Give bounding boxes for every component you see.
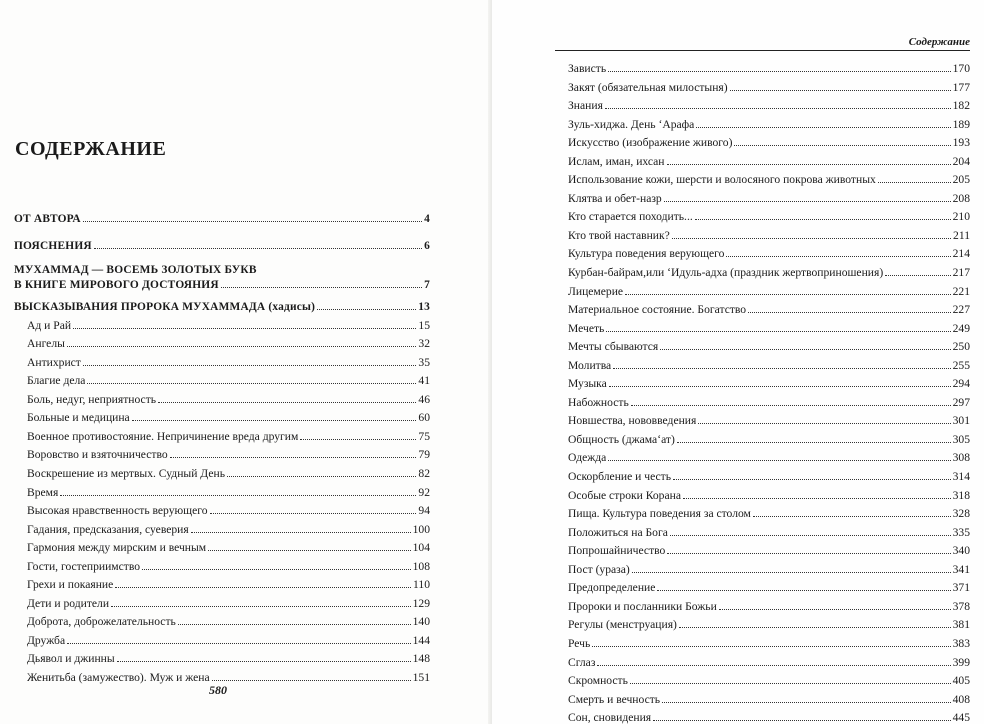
- dot-leader: [94, 248, 422, 249]
- toc-entry: [14, 613, 430, 632]
- toc-entry-label: Набожность: [568, 395, 629, 409]
- toc-entry: [14, 409, 430, 428]
- toc-entry-label: В КНИГЕ МИРОВОГО ДОСТОЯНИЯ: [14, 279, 219, 292]
- toc-entry-label: Речь: [568, 636, 591, 650]
- toc-entry: [568, 97, 970, 116]
- dot-leader: [885, 275, 950, 276]
- toc-entry-label: Ад и Рай: [27, 318, 72, 332]
- dot-leader: [170, 457, 417, 458]
- dot-leader: [662, 702, 951, 703]
- dot-leader: [73, 328, 416, 329]
- toc-entry-label: Грехи и покаяние: [27, 578, 114, 592]
- dot-leader: [605, 108, 951, 109]
- toc-entry: [568, 412, 970, 431]
- toc-entry-page: 210: [952, 210, 970, 224]
- toc-entry-label: Сон, сновидения: [568, 711, 652, 725]
- dot-leader: [672, 238, 951, 239]
- dot-leader: [300, 439, 416, 440]
- toc-entry-page: 193: [952, 136, 970, 150]
- toc-entry-page: 378: [952, 599, 970, 613]
- toc-entry: [14, 576, 430, 595]
- left-toc-list: [14, 210, 430, 688]
- toc-entry-page: 305: [952, 432, 970, 446]
- dot-leader: [667, 553, 950, 554]
- toc-entry-page: 189: [952, 117, 970, 131]
- toc-entry: [14, 391, 430, 410]
- toc-entry-muhammad-line1: МУХАММАД — ВОСЕМЬ ЗОЛОТЫХ БУКВ: [14, 264, 257, 277]
- toc-entry-label: Молитва: [568, 358, 612, 372]
- toc-entry: [14, 465, 430, 484]
- toc-entry-page: 208: [952, 191, 970, 205]
- toc-entry-label: Общность (джама‘ат): [568, 432, 675, 446]
- toc-entry-page: 182: [952, 99, 970, 113]
- toc-entry-label: Гости, гостеприимство: [27, 559, 141, 573]
- toc-entry-page: 445: [952, 711, 970, 725]
- dot-leader: [653, 720, 950, 721]
- dot-leader: [117, 661, 411, 662]
- dot-leader: [730, 90, 951, 91]
- dot-leader: [83, 221, 422, 222]
- dot-leader: [178, 624, 411, 625]
- toc-entry: [568, 60, 970, 79]
- dot-leader: [667, 164, 951, 165]
- toc-entry-label: Попрошайничество: [568, 544, 666, 558]
- toc-entry: [14, 539, 430, 558]
- toc-entry-from-author: [14, 210, 430, 229]
- toc-entry: [14, 484, 430, 503]
- toc-entry-page: 79: [418, 448, 430, 462]
- dot-leader: [664, 201, 951, 202]
- toc-entry: [568, 561, 970, 580]
- toc-entry-page: 204: [952, 154, 970, 168]
- toc-entry-page: 211: [953, 228, 970, 242]
- toc-entry-sayings: [14, 298, 430, 317]
- toc-entry: [568, 283, 970, 302]
- dot-leader: [753, 516, 951, 517]
- toc-entry-label: Зависть: [568, 62, 607, 75]
- toc-entry: [568, 264, 970, 283]
- toc-entry-explanations: [14, 237, 430, 256]
- toc-entry: [568, 616, 970, 635]
- page-number: 580: [209, 683, 227, 697]
- toc-entry-label: Воскрешение из мертвых. Судный День: [27, 467, 225, 481]
- toc-entry-label: Время: [27, 485, 59, 499]
- toc-entry: [568, 598, 970, 617]
- toc-entry: [568, 208, 970, 227]
- toc-entry-label: Курбан-байрам,или ‘Идуль-адха (праздник жертвоприношения): [568, 266, 884, 280]
- toc-entry-page: 205: [952, 173, 970, 187]
- toc-entry-label: Материальное состояние. Богатство: [568, 303, 747, 317]
- toc-entry-page: 104: [412, 541, 430, 555]
- toc-entry-page: 250: [952, 340, 970, 354]
- dot-leader: [695, 219, 951, 220]
- toc-entry-page: 35: [418, 355, 430, 369]
- toc-entry: [568, 227, 970, 246]
- toc-entry: [14, 446, 430, 465]
- toc-entry-label: Военное противостояние. Непричинение вреда другим: [27, 429, 299, 443]
- dot-leader: [677, 442, 951, 443]
- toc-entry-label: Гадания, предсказания, суеверия: [27, 522, 189, 536]
- toc-entry-label: Клятва и обет-назр: [568, 191, 662, 205]
- toc-entry-label: Одежда: [568, 451, 607, 465]
- toc-entry: [568, 190, 970, 209]
- dot-leader: [630, 683, 951, 684]
- toc-entry: [568, 505, 970, 524]
- toc-entry-label: ОТ АВТОРА: [14, 213, 81, 225]
- dot-leader: [719, 609, 951, 610]
- toc-entry-page: 100: [412, 522, 430, 536]
- toc-entry-page: 148: [412, 652, 430, 666]
- toc-entry-label: Дети и родители: [27, 596, 110, 610]
- toc-entry-page: 399: [952, 655, 970, 669]
- toc-entry: [14, 558, 430, 577]
- dot-leader: [609, 386, 951, 387]
- toc-entry: [14, 335, 430, 354]
- toc-entry: [568, 654, 970, 673]
- dot-leader: [67, 643, 411, 644]
- toc-entry-label: Воровство и взяточничество: [27, 448, 168, 462]
- header-rule: [555, 50, 970, 51]
- toc-entry: [568, 357, 970, 376]
- toc-entry-label: Новшества, нововведения: [568, 414, 697, 428]
- dot-leader: [606, 331, 950, 332]
- toc-entry-muhammad: [14, 278, 430, 293]
- toc-entry-label: Лицемерие: [568, 284, 624, 298]
- toc-entry-page: 4: [424, 213, 430, 225]
- toc-entry: [568, 542, 970, 561]
- toc-entry: [568, 116, 970, 135]
- toc-entry: [568, 579, 970, 598]
- toc-entry-label: Дружба: [27, 633, 66, 647]
- toc-entry: [568, 524, 970, 543]
- toc-entry-label: Регулы (менструация): [568, 618, 677, 632]
- dot-leader: [683, 498, 951, 499]
- toc-entry-page: 94: [418, 504, 430, 518]
- toc-entry-page: 371: [952, 581, 970, 595]
- toc-entry-page: 108: [412, 559, 430, 573]
- toc-entry-label: Зуль-хиджа. День ‘Арафа: [568, 117, 695, 131]
- toc-entry-label: Боль, недуг, неприятность: [27, 392, 157, 406]
- toc-entry: [568, 375, 970, 394]
- toc-entry-label: Использование кожи, шерсти и волосяного покрова животных: [568, 173, 876, 187]
- toc-entry-page: 314: [952, 470, 970, 484]
- dot-leader: [115, 587, 411, 588]
- toc-entry: [568, 468, 970, 487]
- toc-entry: [568, 394, 970, 413]
- toc-entry: [568, 449, 970, 468]
- toc-entry: [568, 338, 970, 357]
- dot-leader: [111, 606, 411, 607]
- toc-entry: [568, 635, 970, 654]
- dot-leader: [734, 145, 950, 146]
- toc-entry-page: 129: [412, 596, 430, 610]
- dot-leader: [87, 383, 416, 384]
- dot-leader: [317, 309, 416, 310]
- toc-entry: [568, 134, 970, 153]
- dot-leader: [83, 365, 417, 366]
- toc-entry-page: 227: [952, 303, 970, 317]
- toc-entry-page: 82: [418, 467, 430, 481]
- toc-entry-page: 15: [418, 318, 430, 332]
- toc-entry-page: 408: [952, 692, 970, 706]
- toc-entry-label: Закят (обязательная милостыня): [568, 80, 728, 94]
- toc-title: СОДЕРЖАНИЕ: [15, 138, 167, 160]
- toc-entry: [568, 487, 970, 506]
- toc-entry-label: Скромность: [568, 674, 628, 688]
- toc-entry-page: 335: [952, 525, 970, 539]
- toc-entry-page: 318: [952, 488, 970, 502]
- toc-entry-page: 13: [418, 301, 430, 314]
- dot-leader: [608, 71, 950, 72]
- dot-leader: [670, 535, 951, 536]
- toc-entry-label: Доброта, доброжелательность: [27, 615, 176, 629]
- toc-entry: [568, 153, 970, 172]
- toc-entry-label: Музыка: [568, 377, 607, 391]
- dot-leader: [60, 495, 416, 496]
- left-page: [0, 0, 492, 724]
- toc-entry-label: Мечеть: [568, 321, 605, 335]
- toc-entry: [14, 632, 430, 651]
- toc-entry-page: 255: [952, 358, 970, 372]
- toc-entry-page: 140: [412, 615, 430, 629]
- toc-entry-label: Предопределение: [568, 581, 656, 595]
- toc-entry-page: 301: [952, 414, 970, 428]
- dot-leader: [208, 550, 410, 551]
- toc-entry: [14, 521, 430, 540]
- dot-leader: [212, 680, 411, 681]
- toc-entry-label: Пророки и посланники Божьи: [568, 599, 717, 613]
- toc-entry-label: Благие дела: [27, 374, 86, 388]
- toc-entry-label: Смерть и вечность: [568, 692, 661, 706]
- toc-entry-label: Оскорбление и честь: [568, 470, 672, 484]
- toc-entry-page: 32: [418, 337, 430, 351]
- toc-entry-label: Кто старается походить...: [568, 210, 693, 224]
- dot-leader: [191, 532, 411, 533]
- toc-entry-page: 60: [418, 411, 430, 425]
- toc-entry-label: Ангелы: [27, 337, 65, 351]
- toc-entry-label: Кто твой наставник?: [568, 228, 670, 242]
- toc-entry: [14, 502, 430, 521]
- toc-entry: [14, 354, 430, 373]
- toc-entry: [568, 171, 970, 190]
- toc-entry-label: ПОЯСНЕНИЯ: [14, 239, 92, 252]
- dot-leader: [221, 287, 422, 288]
- toc-entry-page: 110: [413, 578, 430, 592]
- toc-entry-page: 41: [418, 374, 430, 388]
- toc-entry: [568, 672, 970, 691]
- toc-entry-label: Высокая нравственность верующего: [27, 504, 208, 518]
- dot-leader: [625, 294, 951, 295]
- dot-leader: [679, 627, 951, 628]
- toc-entry: [568, 320, 970, 339]
- toc-entry-label: Дьявол и джинны: [27, 652, 115, 666]
- toc-entry-page: 405: [952, 674, 970, 688]
- toc-entry-page: 170: [952, 62, 970, 75]
- toc-entry-page: 294: [952, 377, 970, 391]
- dot-leader: [592, 646, 950, 647]
- toc-entry: [568, 245, 970, 264]
- dot-leader: [597, 665, 950, 666]
- toc-entry: [568, 301, 970, 320]
- toc-entry-page: 340: [952, 544, 970, 558]
- toc-entry-label: Гармония между мирским и вечным: [27, 541, 207, 555]
- dot-leader: [748, 312, 951, 313]
- dot-leader: [142, 569, 411, 570]
- toc-entry: [14, 372, 430, 391]
- dot-leader: [631, 405, 951, 406]
- dot-leader: [132, 420, 417, 421]
- toc-entry-label: Мечты сбываются: [568, 340, 659, 354]
- toc-entry-label: Искусство (изображение живого): [568, 136, 733, 150]
- toc-entry-label: Женитьба (замужество). Муж и жена: [27, 671, 210, 685]
- toc-entry-label: Знания: [568, 99, 603, 113]
- toc-entry: [568, 691, 970, 710]
- toc-entry: [568, 431, 970, 450]
- toc-entry: [568, 79, 970, 98]
- toc-entry-page: 144: [412, 633, 430, 647]
- dot-leader: [878, 182, 951, 183]
- toc-entry-label: Особые строки Корана: [568, 488, 681, 502]
- toc-entry-page: 328: [952, 507, 970, 521]
- toc-entry-page: 46: [418, 392, 430, 406]
- toc-entry-page: 308: [952, 451, 970, 465]
- toc-entry-page: 297: [952, 395, 970, 409]
- toc-entry-page: 6: [424, 239, 430, 252]
- toc-entry-page: 249: [952, 321, 970, 335]
- toc-entry: [14, 595, 430, 614]
- dot-leader: [210, 513, 417, 514]
- toc-entry-page: 151: [412, 671, 430, 685]
- toc-entry-page: 341: [952, 562, 970, 576]
- dot-leader: [67, 346, 417, 347]
- dot-leader: [660, 349, 950, 350]
- dot-leader: [608, 460, 950, 461]
- toc-entry-label: ВЫСКАЗЫВАНИЯ ПРОРОКА МУХАММАДА (хадисы): [14, 301, 316, 314]
- running-header: Содержание: [908, 36, 970, 48]
- toc-entry-label: Культура поведения верующего: [568, 247, 725, 261]
- toc-entry-label: Ислам, иман, ихсан: [568, 154, 665, 168]
- dot-leader: [673, 479, 951, 480]
- toc-entry-page: 92: [418, 485, 430, 499]
- toc-entry-label: Антихрист: [27, 355, 81, 369]
- dot-leader: [696, 127, 950, 128]
- toc-entry-label: Положиться на Бога: [568, 525, 668, 539]
- toc-entry: [14, 428, 430, 447]
- toc-entry-page: 177: [952, 80, 970, 94]
- toc-entry-page: 383: [952, 636, 970, 650]
- toc-entry-page: 214: [952, 247, 970, 261]
- toc-entry: [568, 709, 970, 728]
- dot-leader: [158, 402, 416, 403]
- toc-entry-page: 221: [952, 284, 970, 298]
- toc-entry: [14, 650, 430, 669]
- toc-entry-label: Пост (ураза): [568, 562, 630, 576]
- dot-leader: [613, 368, 950, 369]
- dot-leader: [657, 590, 950, 591]
- dot-leader: [227, 476, 416, 477]
- toc-entry-page: 7: [424, 279, 430, 292]
- toc-entry-label: Сглаз: [568, 655, 596, 669]
- toc-entry-page: 75: [418, 429, 430, 443]
- right-toc-list: [568, 60, 970, 728]
- toc-entry-page: 217: [952, 266, 970, 280]
- dot-leader: [726, 256, 950, 257]
- dot-leader: [698, 423, 950, 424]
- toc-entry-label: Пища. Культура поведения за столом: [568, 507, 751, 521]
- toc-entry-label: Больные и медицина: [27, 411, 130, 425]
- toc-entry: [14, 317, 430, 336]
- toc-entry-page: 381: [952, 618, 970, 632]
- dot-leader: [632, 572, 951, 573]
